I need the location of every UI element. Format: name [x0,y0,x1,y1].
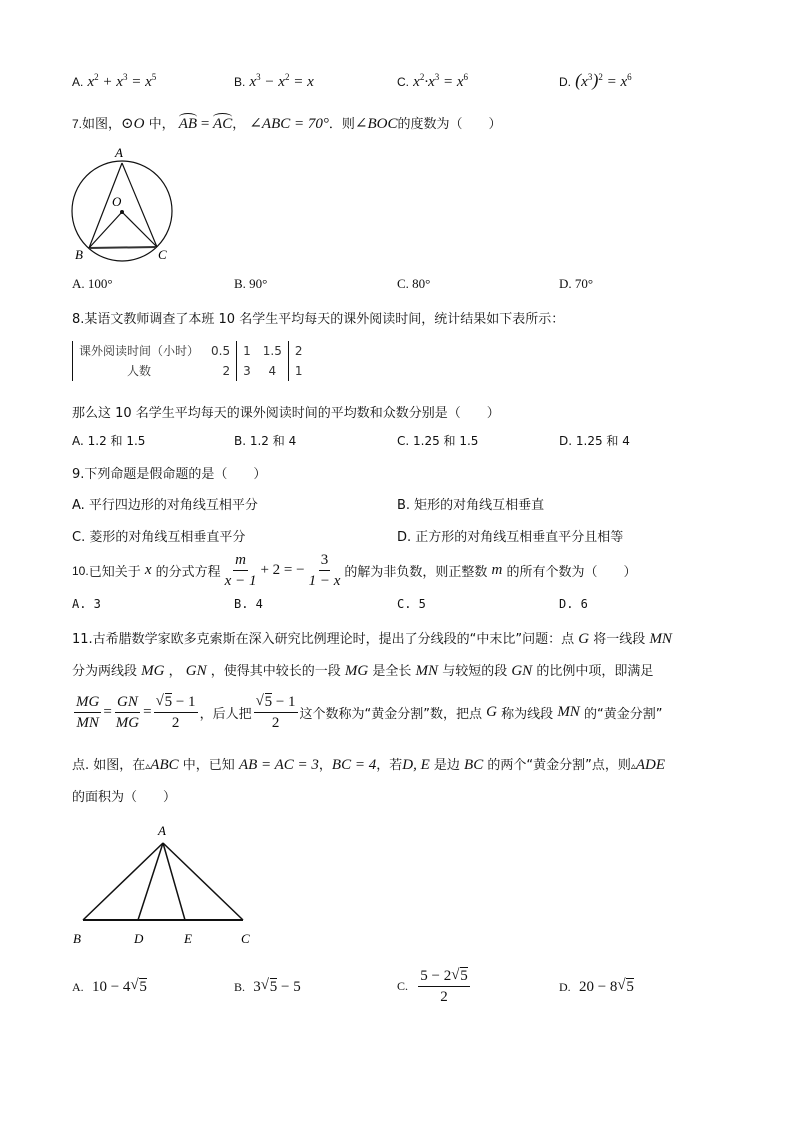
q8-stem: 8.某语文教师调查了本班 10 名学生平均每天的课外阅读时间，统计结果如下表所示： [72,312,565,327]
q11-option-b[interactable]: B. 3√ 5 − 5 [234,978,301,996]
q11-option-d[interactable]: D. 20 − 8√ 5 [559,978,634,996]
q11-golden-ratio-equation: $\frac{MG}{MN}$ = $\frac{GN}{MG}$ = √ $\frac{5 - 1}{2}$ ，后人把 √ $\frac{5 - 1}{2}$ 这个数称为“黄金分割”数，把点 G 称为线段 MN 的“黄金分割” [72,692,662,733]
table-cell: 3 [237,361,257,381]
q11-option-c[interactable]: C. $\frac{5 - 2√ 5}{2}$ [397,966,472,1007]
q11-line-1: 11.古希腊数学家欧多克索斯在深入研究比例理论时，提出了分线段的“中末比”问题：点 G 将一线段 MN [72,631,672,647]
label-a: A [115,145,123,160]
q8-option-a[interactable]: A. 1.2 和 1.5 [72,434,146,448]
table-cell: 2 [222,364,231,378]
q11-line-4: 点. 如图，在▵ABC 中，已知 AB = AC = 3，BC = 4，若D, E 是边 BC 的两个“黄金分割”点，则▵ADE [72,757,666,773]
q7-circle-figure [60,140,200,265]
q10-option-d[interactable]: D. 6 [559,597,588,611]
q7-option-b[interactable]: B. 90° [234,276,268,291]
q9-stem: 9.下列命题是假命题的是（ ） [72,467,267,482]
q11-line-5: 的面积为（ ） [72,790,177,805]
segment-ob [89,212,122,248]
table-header-cell: 人数 [73,361,206,381]
table-cell: 4 [268,364,277,378]
label-o: O [112,194,122,209]
label-c: C [241,931,250,946]
table-cell: 2 [288,341,308,361]
fraction-m-over-x-minus-1: $\frac{m}{x - 1}$ [224,552,257,589]
center-point-o [120,210,124,214]
segment-bc [89,247,157,248]
segment-ac [122,163,157,247]
table-cell: 1 [288,361,308,381]
table-row [73,341,309,361]
table-row [73,361,309,381]
table-header-cell: 课外阅读时间（小时） [73,341,206,361]
label-b: B [73,931,81,946]
q9-option-b[interactable]: B. 矩形的对角线互相垂直 [397,498,545,513]
q7-option-a[interactable]: A. 100° [72,276,113,291]
q8-question: 那么这 10 名学生平均每天的课外阅读时间的平均数和众数分别是（ ） [72,406,500,421]
q6-option-c[interactable]: C. $x^2\cdot x^3 = x^6$ [397,72,469,90]
q7-stem: 7.如图，⊙O 中， AB = AC， ∠ABC = 70°．则∠BOC的度数为（ ） [72,116,502,132]
q9-option-c[interactable]: C. 菱形的对角线互相垂直平分 [72,530,246,545]
label-c: C [158,247,167,262]
label-e: E [184,931,192,946]
q7-option-c[interactable]: C. 80° [397,276,431,291]
q10-option-c[interactable]: C. 5 [397,597,426,611]
q6-option-a[interactable]: A. $x^2 + x^3 = x^5$ [72,72,157,90]
q6-option-b[interactable]: B. $x^3 - x^2 = x$ [234,72,314,90]
q10-option-b[interactable]: B. 4 [234,597,263,611]
q7-option-d[interactable]: D. 70° [559,276,594,291]
segment-ac [163,843,243,920]
fraction-3-over-1-minus-x: $\frac{3}{1 - x}$ [308,552,341,589]
label-a: A [158,823,166,838]
q10-option-a[interactable]: A. 3 [72,597,101,611]
q8-reading-time-table [72,341,308,381]
q8-option-c[interactable]: C. 1.25 和 1.5 [397,434,479,448]
q10-stem: 10. 已知关于 x 的分式方程 $\frac{m}{x - 1}$ + 2 = − $\frac{3}{1 - x}$ 的解为非负数，则正整数 m 的所有个数为（ ） [72,552,637,589]
label-d: D [134,931,144,946]
table-cell: 1.5 [262,344,282,358]
table-cell: 0.5 [211,344,231,358]
q8-option-b[interactable]: B. 1.2 和 4 [234,434,297,448]
q11-line-2: 分为两线段 MG ， GN ，使得其中较长的一段 MG 是全长 MN 与较短的段 GN 的比例中项，即满足 [72,663,654,679]
table-cell: 1 [237,341,257,361]
q8-option-d[interactable]: D. 1.25 和 4 [559,434,630,448]
q9-option-d[interactable]: D. 正方形的对角线互相垂直平分且相等 [397,530,624,545]
label-b: B [75,247,83,262]
q6-option-d[interactable]: D. $(x^3)^2 = x^6$ [559,70,632,90]
q9-option-a[interactable]: A. 平行四边形的对角线互相平分 [72,498,258,513]
q11-option-a[interactable]: A. 10 − 4√ 5 [72,978,147,996]
q11-triangle-figure [60,815,280,955]
segment-oc [122,212,157,247]
